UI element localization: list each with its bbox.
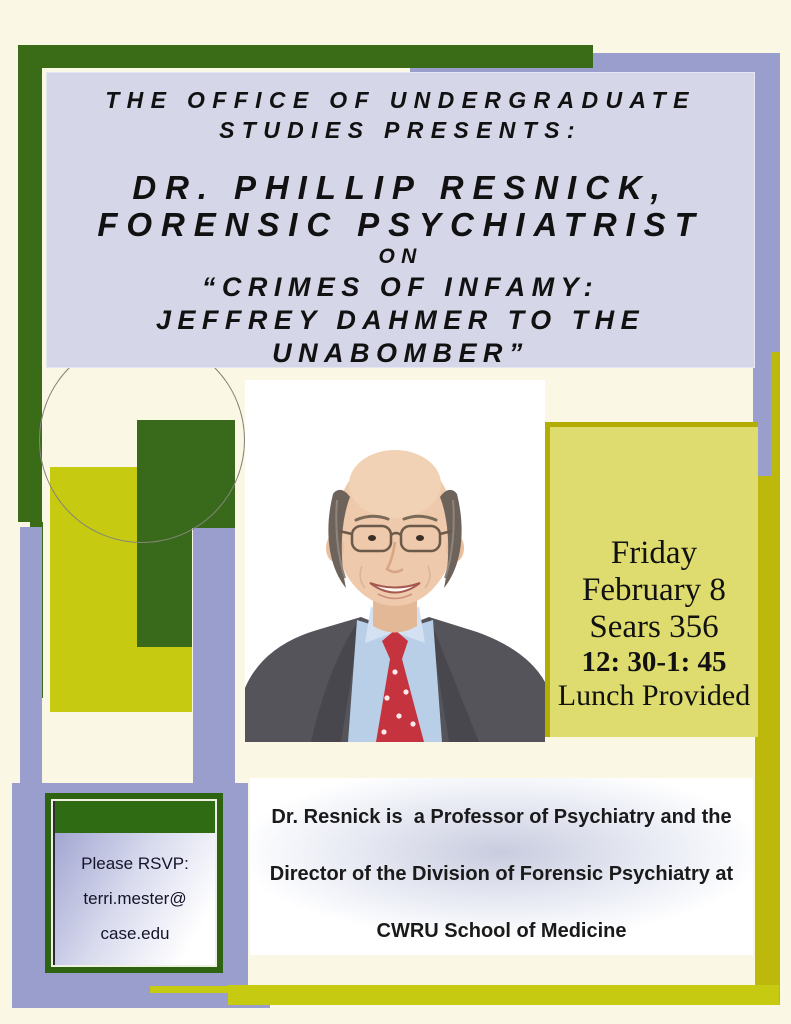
bottom-yellow-band — [228, 985, 779, 1005]
talk-title-line-1: “CRIMES OF INFAMY: — [201, 272, 600, 302]
talk-title-line-2: JEFFREY DAHMER TO THE — [155, 305, 646, 335]
portrait-photo-illustration — [245, 380, 545, 742]
bottom-yellow-step — [150, 986, 228, 993]
rsvp-label: Please RSVP: — [81, 854, 189, 873]
rsvp-email-user: terri.mester@ — [83, 889, 187, 908]
event-date: February 8 — [582, 572, 726, 608]
event-meal-note: Lunch Provided — [557, 679, 751, 712]
green-top-bar — [18, 45, 593, 68]
bio-line-1: Dr. Resnick is a Professor of Psychiatry and the — [271, 806, 732, 828]
speaker-role: FORENSIC PSYCHIATRIST — [97, 206, 704, 243]
rsvp-body — [55, 833, 215, 965]
portrait-photo — [245, 380, 545, 742]
speaker-name: DR. PHILLIP RESNICK, — [132, 169, 669, 206]
olive-right-strip — [755, 476, 780, 1005]
event-day: Friday — [610, 535, 698, 571]
bio-line-2: Director of the Division of Forensic Psychiatry at — [269, 863, 734, 885]
rsvp-box — [45, 793, 223, 973]
title-spacer — [47, 145, 754, 169]
olive-right-sliver — [771, 352, 780, 476]
presenter-line-2: STUDIES PRESENTS: — [219, 117, 582, 143]
presenter-line-1: THE OFFICE OF UNDERGRADUATE — [105, 87, 696, 113]
talk-title-line-3: UNABOMBER” — [272, 338, 529, 368]
lavender-left-bar — [20, 527, 42, 785]
title-connector: ON — [378, 245, 423, 268]
bio-box — [250, 778, 753, 955]
lavender-block — [193, 528, 235, 785]
event-location: Sears 356 — [589, 609, 719, 645]
event-details-box — [545, 422, 758, 737]
green-left-bar — [18, 45, 42, 522]
dark-green-block-lower — [137, 528, 192, 647]
event-time: 12: 30-1: 45 — [581, 646, 727, 678]
title-box — [46, 72, 755, 368]
bio-line-3: CWRU School of Medicine — [376, 920, 627, 942]
rsvp-header-band — [55, 801, 215, 833]
rsvp-inner-panel — [53, 801, 215, 965]
rsvp-email-domain: case.edu — [100, 924, 170, 943]
